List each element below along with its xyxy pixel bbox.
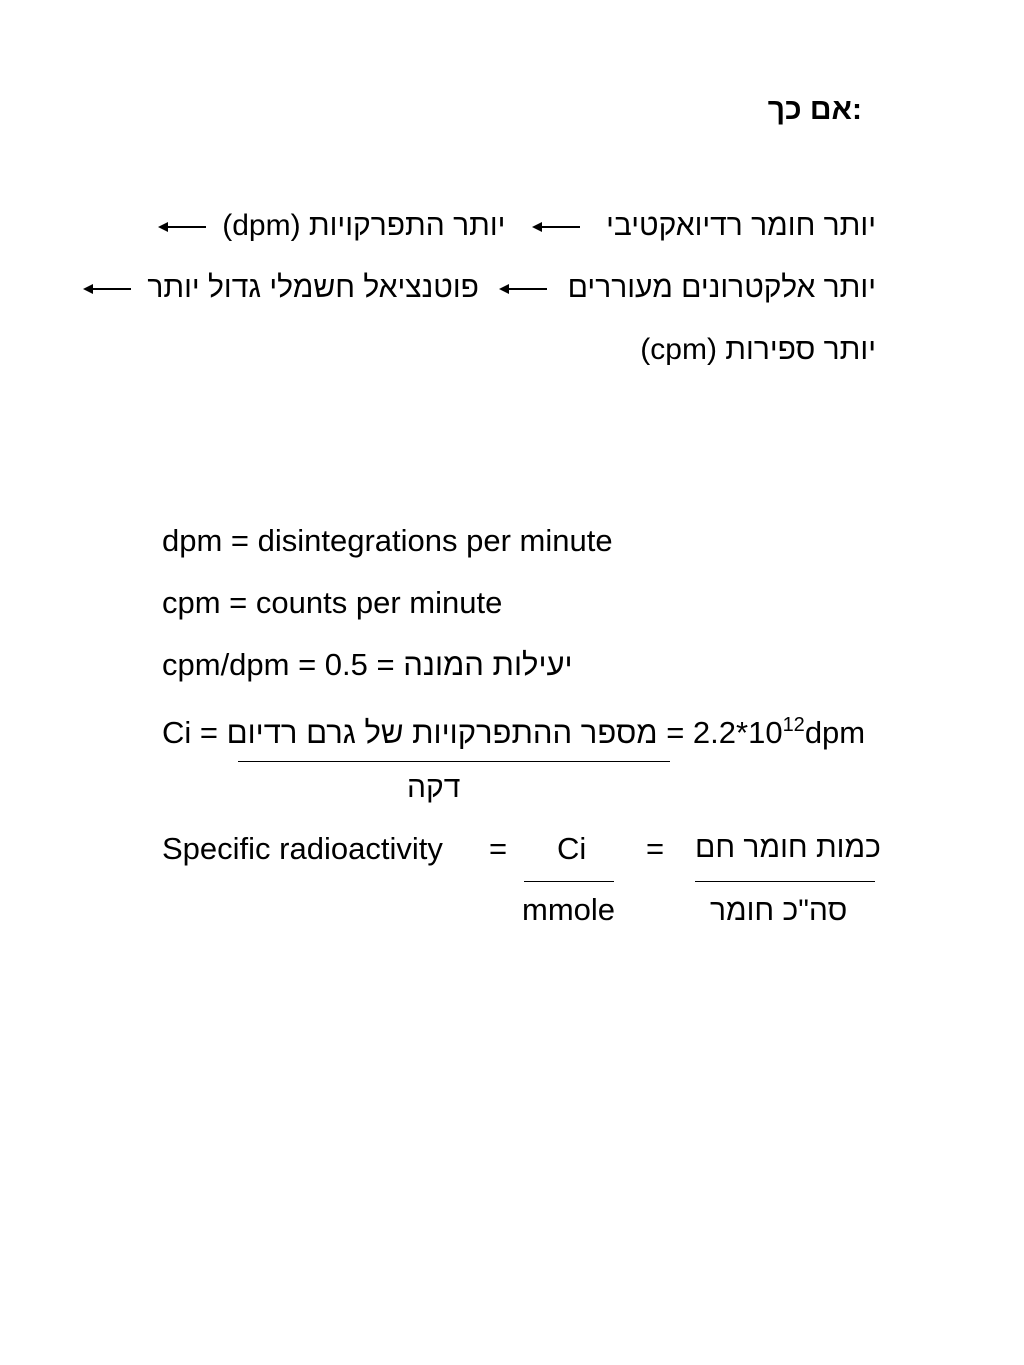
specific-frac1-numerator: Ci xyxy=(557,831,587,866)
specific-frac2-line xyxy=(695,881,875,882)
curie-equation xyxy=(162,706,865,752)
relation-line-3 xyxy=(640,332,876,368)
efficiency-rhs: יעילות המונה xyxy=(403,647,573,682)
curie-unit: dpm xyxy=(804,715,866,750)
relation-line-1 xyxy=(158,208,876,244)
arrow-left-icon xyxy=(532,217,580,237)
arrow-left-icon xyxy=(83,279,131,299)
specific-equals-2: = xyxy=(646,831,665,866)
relation-2-right: פוטנציאל חשמלי גדול יותר xyxy=(147,271,479,304)
specific-frac2-denominator: סה"כ חומר xyxy=(710,894,848,927)
specific-frac1-line xyxy=(524,881,614,882)
relation-1-right: יותר התפרקויות (dpm) xyxy=(222,209,506,242)
curie-equals: = 2.2*10 xyxy=(657,715,783,750)
efficiency-lhs: cpm/dpm = 0.5 = xyxy=(162,647,404,682)
curie-lhs: Ci = xyxy=(162,715,227,750)
specific-equals-1: = xyxy=(489,831,508,866)
relation-1-left: יותר חומר רדיואקטיבי xyxy=(606,209,876,242)
definition-efficiency xyxy=(162,646,573,684)
specific-frac1-denominator: mmole xyxy=(522,892,616,927)
relation-3-left: יותר ספירות (cpm) xyxy=(640,333,876,366)
definition-dpm: dpm = disintegrations per minute xyxy=(162,523,613,558)
curie-exponent: 12 xyxy=(782,714,805,736)
curie-fraction-line xyxy=(238,761,670,762)
relation-2-left: יותר אלקטרונים מעוררים xyxy=(567,271,876,304)
curie-denominator: דקה xyxy=(407,771,461,804)
arrow-left-icon xyxy=(499,279,547,299)
relation-line-2 xyxy=(83,270,876,306)
curie-numerator: מספר ההתפרקויות של גרם רדיום xyxy=(226,715,658,750)
specific-label: Specific radioactivity xyxy=(162,831,443,866)
definition-cpm: cpm = counts per minute xyxy=(162,585,503,620)
arrow-left-icon xyxy=(158,217,206,237)
page-title: :אם כך xyxy=(767,93,862,126)
specific-frac2-numerator: כמות חומר חם xyxy=(695,831,881,864)
